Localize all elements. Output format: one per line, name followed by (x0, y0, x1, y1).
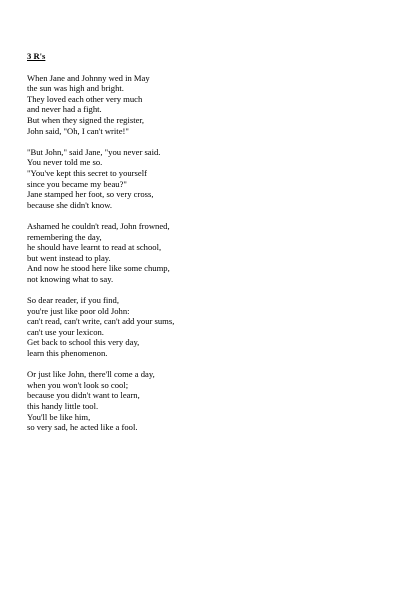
poem-line: Ashamed he couldn't read, John frowned, (27, 220, 170, 231)
poem-line: you're just like poor old John: (27, 305, 130, 316)
poem-line: but went instead to play. (27, 252, 111, 263)
poem-line: You never told me so. (27, 157, 103, 168)
poem-line: "But John," said Jane, "you never said. (27, 146, 161, 157)
poem-line: learn this phenomenon. (27, 348, 108, 359)
poem-line: When Jane and Johnny wed in May (27, 72, 150, 83)
poem-line: not knowing what to say. (27, 273, 114, 284)
poem-line: because you didn't want to learn, (27, 390, 140, 401)
poem-line: because she didn't know. (27, 199, 112, 210)
poem-line: can't use your lexicon. (27, 326, 104, 337)
stanza-3 (27, 221, 387, 285)
poem-line: when you won't look so cool; (27, 379, 129, 390)
poem-line: the sun was high and bright. (27, 83, 124, 94)
poem-line: They loved each other very much (27, 93, 143, 104)
poem-line: he should have learnt to read at school, (27, 242, 162, 253)
poem-line: Or just like John, there'll come a day, (27, 369, 155, 380)
poem-line: can't read, can't write, can't add your sums, (27, 316, 175, 327)
poem-line: So dear reader, if you find, (27, 295, 120, 306)
poem (27, 51, 387, 443)
poem-line: since you became my beau?" (27, 178, 127, 189)
poem-line: this handy little tool. (27, 401, 99, 411)
poem-line: so very sad, he acted like a fool. (27, 422, 138, 433)
poem-line: And now he stood here like some chump, (27, 263, 170, 274)
poem-line: Jane stamped her foot, so very cross, (27, 189, 154, 200)
poem-line: "You've kept this secret to yourself (27, 167, 147, 178)
poem-line: and never had a fight. (27, 104, 102, 115)
stanza-1 (27, 73, 387, 137)
poem-line: Get back to school this very day, (27, 337, 140, 348)
poem-line: remembering the day, (27, 231, 102, 242)
poem-line: You'll be like him, (27, 411, 91, 422)
poem-title: 3 R's (27, 51, 46, 61)
stanza-5 (27, 369, 387, 433)
poem-line: John said, "Oh, I can't write!" (27, 125, 129, 136)
poem-line: But when they signed the register, (27, 114, 145, 125)
stanza-2 (27, 147, 387, 211)
stanza-4 (27, 295, 387, 359)
